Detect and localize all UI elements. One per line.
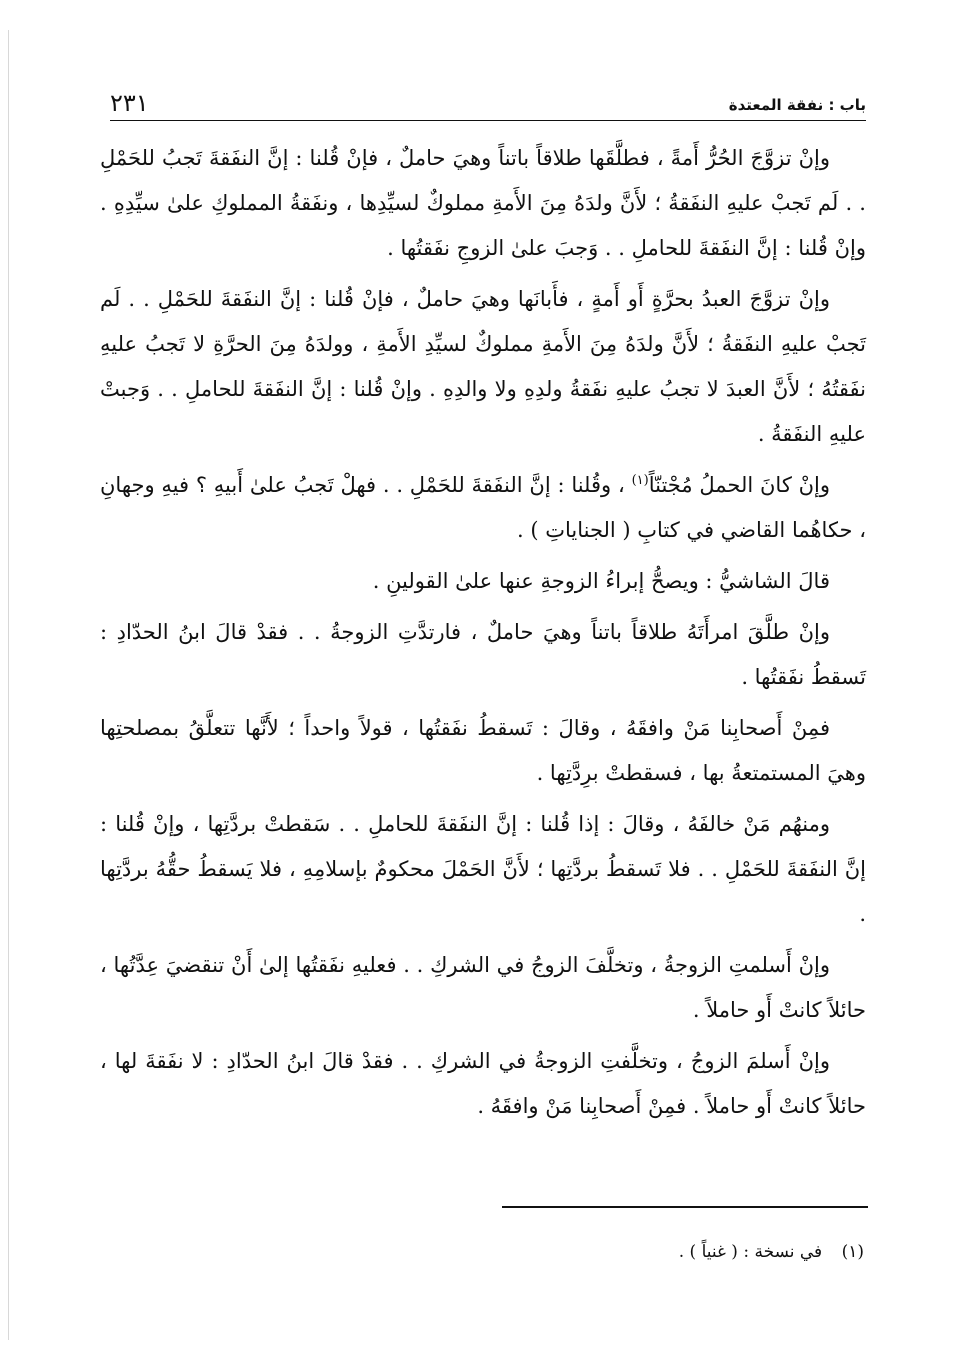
footnote-divider <box>502 1206 868 1208</box>
paragraph: وإنْ تزوَّجَ العبدُ بحرَّةٍ أَو أَمةٍ ، فأَبانَها وهيَ حاملٌ ، فإنْ قُلنا : إنَّ النفَقةَ للحَمْلِ . . لَم تَجبْ عليهِ النفَقةُ ؛ لأَنَّ ولدَهُ مِنَ الأَمةِ مملوكٌ لسيِّدِ الأَمةِ ، وولدَهُ مِنَ الحرَّةِ لا تَجبُ عليهِ نفَقتُهُ ؛ لأَنَّ العبدَ لا تجبُ عليهِ نفَقةُ ولدِهِ ولا والدِهِ . وإنْ قُلنا : إنَّ النفَقةَ للحاملِ . . وَجبتْ عليهِ النفَقةُ . <box>100 287 866 446</box>
body-text <box>100 136 866 1135</box>
paragraph: فمِنْ أَصحابِنا مَنْ وافقَهُ ، وقالَ : تَسقطُ نفَقتُها ، قولاً واحداً ؛ لأَنَّها تتعلَّقُ بمصلحتِها وهيَ المستمتعةُ بها ، فسقطتْ برِدَّتِها . <box>100 716 866 785</box>
footnote <box>100 1238 864 1266</box>
scan-edge-line <box>8 30 9 1340</box>
paragraph: وإنْ طلَّقَ امرأَتَهُ طلاقاً باتناً وهيَ حاملٌ ، فارتدَّتِ الزوجةُ . . فقدْ قالَ ابنُ الحدّادِ : تَسقطُ نفَقتُها . <box>100 620 866 689</box>
paragraph <box>100 463 866 553</box>
paragraph: وإنْ أَسلمتِ الزوجةُ ، وتخلَّفَ الزوجُ في الشركِ . . فعليهِ نفَقتُها إلىٰ أَنْ تنقضيَ عِدَّتُها ، حائلاً كانتْ أَو حاملاً . <box>100 953 866 1022</box>
paragraph: ومنهُم مَنْ خالفَهُ ، وقالَ : إذا قُلنا : إنَّ النفَقةَ للحاملِ . . سَقطتْ بردَّتِها ، وإنْ قُلنا : إنَّ النفَقةَ للحَمْلِ . . فلا تَسقطُ بردَّتِها ؛ لأَنَّ الحَمْلَ محكومٌ بإسلامِهِ ، فلا يَسقطُ حقُّهُ بردَّتِها . <box>100 812 866 926</box>
paragraph-text: وإنْ كانَ الحملُ مُجْتنّاً <box>648 473 831 497</box>
paragraph-text: فيهِ وجهانِ ، حكاهُما القاضي في كتابِ ( الجناياتِ ) . <box>100 473 866 542</box>
paragraph: وإنْ أَسلمَ الزوجُ ، وتخلَّفتِ الزوجةُ في الشركِ . . فقدْ قالَ ابنُ الحدّادِ : لا نفَقةَ لها ، حائلاً كانتْ أَو حاملاً . فمِنْ أَصحابِنا مَنْ وافقَهُ . <box>100 1049 866 1118</box>
paragraph: قالَ الشاشيُّ : ويصحُّ إبراءُ الزوجةِ عنها علىٰ القولينِ . <box>372 569 830 593</box>
footnote-text: في نسخة : ( غنياً ) . <box>678 1242 823 1262</box>
footnote-reference[interactable]: (١) <box>631 473 649 488</box>
paragraph: وإنْ تزوَّجَ الحُرُّ أَمةً ، فطلَّقَها طلاقاً باتناً وهيَ حاملٌ ، فإنْ قُلنا : إنَّ النفَقةَ تَجبُ للحَمْلِ . . لَم تَجبْ عليهِ النفَقةُ ؛ لأَنَّ ولدَهُ مِنَ الأَمةِ مملوكٌ لسيِّدِها ، ونفَقةُ المملوكِ علىٰ سيِّدِهِ . وإنْ قُلنا : إنَّ النفَقةَ للحاملِ . . وَجبَ علىٰ الزوجِ نفَقتُها . <box>100 146 866 260</box>
page-number: ٢٣١ <box>110 89 149 117</box>
paragraph-text: ، وقُلنا : إنَّ النفَقةَ للحَمْلِ . . فهلْ تَجبُ علىٰ أَبيهِ ؟ <box>195 473 625 497</box>
running-head <box>110 82 866 121</box>
chapter-title: باب : نفقة المعتدة <box>728 96 866 114</box>
footnote-number: (١) <box>841 1242 864 1262</box>
